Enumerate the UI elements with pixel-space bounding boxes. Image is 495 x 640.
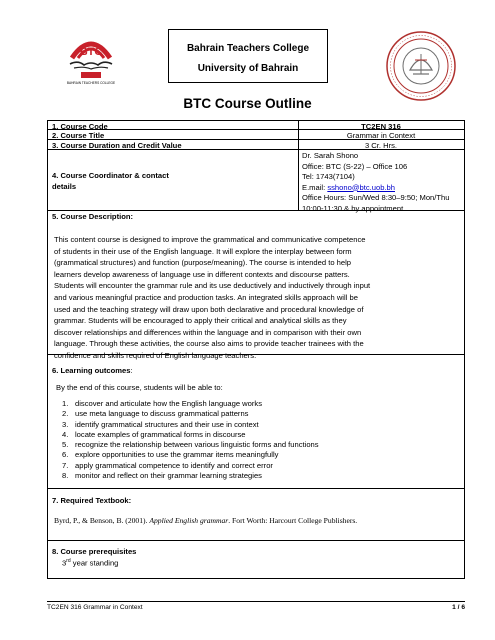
- course-title-row: [47, 130, 465, 140]
- course-code-label: 1. Course Code: [52, 121, 108, 131]
- list-item: 2. use meta language to discuss grammatical patterns: [62, 409, 249, 419]
- outcomes-list: [62, 399, 452, 481]
- course-duration-label: 3. Course Duration and Credit Value: [52, 140, 182, 150]
- page-number: 1 / 6: [452, 604, 465, 611]
- coordinator-email: E.mail: sshono@btc.uob.bh: [302, 182, 395, 192]
- list-item: 5. recognize the relationship between various linguistic forms and functions: [62, 440, 319, 450]
- textbook-title: Applied English grammar: [149, 516, 229, 525]
- textbook-section: [47, 489, 465, 541]
- outcomes-intro: By the end of this course, students will be able to:: [56, 383, 223, 392]
- course-code-value: TC2EN 316: [361, 121, 401, 131]
- list-item: 1. discover and articulate how the English language works: [62, 399, 262, 408]
- coordinator-name: Dr. Sarah Shono: [302, 151, 359, 160]
- prerequisites-value: 3rd year standing: [62, 558, 119, 568]
- college-header-box: [168, 29, 328, 83]
- outcomes-section: [47, 355, 465, 489]
- description-body: This content course is designed to improve the grammatical and communicative competence of students in their use of the English language. It will explore the interplay between form (grammatical structures) and function (purpose/meaning). The course is intended to help learners develop awareness of language use in different contexts and discourse patters. Students will encounter the grammar rule and its use deductively and inductively through input and various meaningful practice and production tasks. An integrated skills approach will be used and the teaching strategy will draw upon both declarative and procedural knowledge of grammar. Students will be encouraged to apply their critical and analytical skills as they discover relationships and differences within the language and in comparison with their own language. Through these activities, the course also aims to provide teacher trainees with the confidence and skills required of English language teachers.: [54, 235, 371, 360]
- course-title-label: 2. Course Title: [52, 130, 105, 140]
- list-item: 3. identify grammatical structures and their use in context: [62, 419, 259, 429]
- outcomes-heading: 6. Learning outcomes:: [52, 366, 133, 375]
- description-heading: 5. Course Description:: [52, 212, 134, 221]
- prerequisites-heading: 8. Course prerequisites: [52, 547, 137, 556]
- btc-logo: [64, 28, 118, 86]
- svg-text:BTC: BTC: [79, 46, 103, 58]
- footer-course: TC2EN 316 Grammar in Context: [47, 604, 143, 611]
- description-section: [47, 211, 465, 360]
- coordinator-office: Office: BTC (S-22) – Office 106: [302, 161, 408, 171]
- coordinator-hours-2: 10:00-11:30 & by appointment: [302, 203, 404, 213]
- list-item: 8. monitor and reflect on their grammar learning strategies: [62, 471, 262, 481]
- course-code-row: [47, 120, 465, 130]
- university-seal: [384, 30, 458, 102]
- coordinator-tel: Tel: 1743(7104): [302, 172, 355, 181]
- list-item: 6. explore opportunities to use the grammar items meaningfully: [62, 450, 279, 460]
- footer-rule: [47, 601, 465, 602]
- list-item: 4. locate examples of grammatical forms in discourse: [62, 429, 246, 439]
- textbook-heading: 7. Required Textbook:: [52, 496, 132, 505]
- coordinator-label: 4. Course Coordinator & contact details: [52, 171, 169, 191]
- course-title-value: Grammar in Context: [346, 130, 416, 140]
- textbook-citation: Byrd, P., & Benson, B. (2001). Applied English grammar. Fort Worth: Harcourt College Publishers.: [54, 516, 358, 525]
- course-duration-row: [47, 140, 465, 150]
- document-title: BTC Course Outline: [183, 96, 312, 111]
- prerequisites-section: [47, 541, 465, 579]
- list-item: 7. apply grammatical competence to identify and correct error: [62, 460, 273, 470]
- university-name: University of Bahrain: [197, 63, 299, 74]
- coordinator-details: [302, 151, 464, 214]
- college-name: Bahrain Teachers College: [186, 43, 310, 54]
- coordinator-hours-1: Office Hours: Sun/Wed 8:30–9:50; Mon/Thu: [302, 193, 450, 202]
- coordinator-row: [47, 150, 465, 211]
- email-link[interactable]: sshono@btc.uob.bh: [327, 182, 395, 192]
- course-duration-value: 3 Cr. Hrs.: [364, 140, 398, 150]
- svg-text:BAHRAIN TEACHERS COLLEGE: BAHRAIN TEACHERS COLLEGE: [66, 81, 116, 85]
